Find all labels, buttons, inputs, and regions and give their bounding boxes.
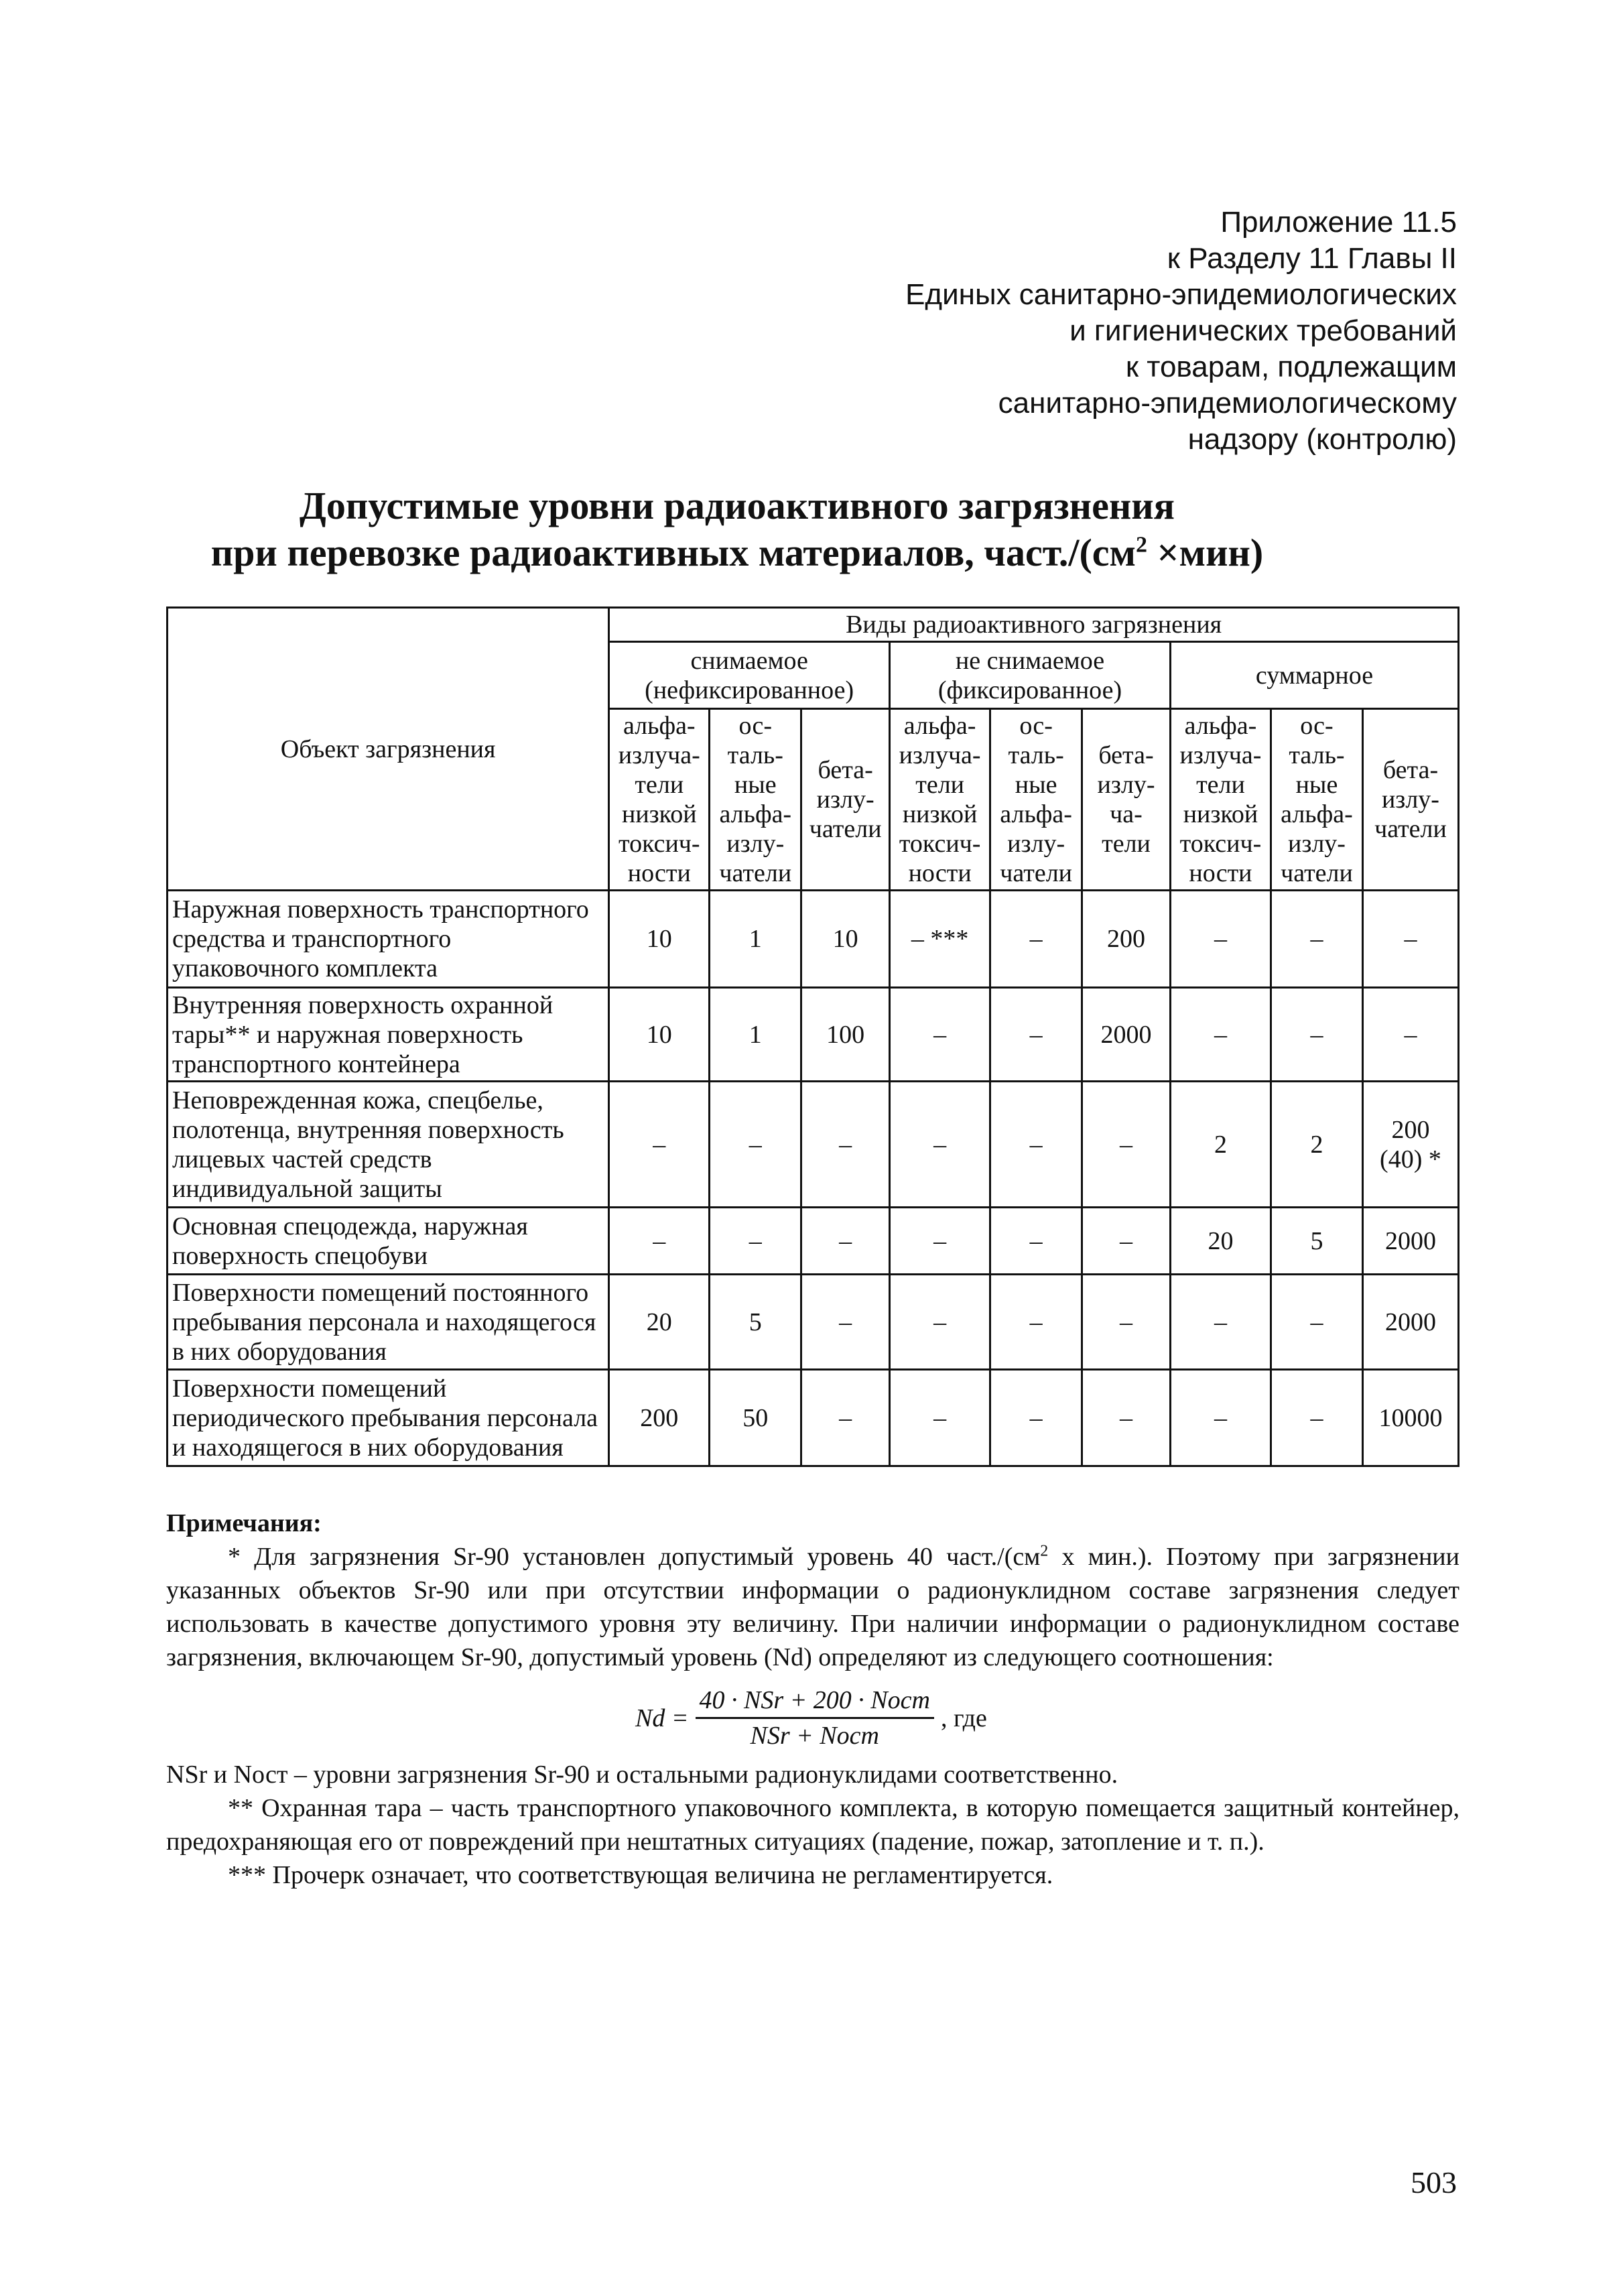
cell-value: – bbox=[710, 1208, 801, 1275]
note-1 bbox=[166, 1540, 1459, 1674]
cell-value: 100 bbox=[801, 988, 890, 1082]
cell-value: – bbox=[609, 1082, 710, 1208]
cell-value: – bbox=[1170, 1370, 1271, 1466]
table-row bbox=[168, 1370, 1459, 1466]
table-row bbox=[168, 1082, 1459, 1208]
cell-value: – bbox=[890, 1208, 990, 1275]
row-object: Основная спецодежда, наружная поверхность спецобуви bbox=[168, 1208, 609, 1275]
formula-numerator: 40 · NSr + 200 · Nост bbox=[696, 1683, 934, 1719]
cell-value: 200 (40) * bbox=[1362, 1082, 1458, 1208]
cell-value: – bbox=[990, 1275, 1082, 1370]
formula-where: , где bbox=[940, 1704, 987, 1732]
header-line: к Разделу 11 Главы II bbox=[1167, 242, 1457, 275]
header-line: Приложение 11.5 bbox=[1220, 206, 1457, 239]
cell-value: – bbox=[801, 1208, 890, 1275]
title-line-1: Допустимые уровни радиоактивного загрязнения bbox=[299, 484, 1175, 527]
cell-value: – bbox=[990, 1082, 1082, 1208]
cell-value: 200 bbox=[1082, 891, 1171, 988]
group-total: суммарное bbox=[1170, 642, 1458, 709]
cell-value: – bbox=[1271, 988, 1363, 1082]
cell-value: – bbox=[1170, 891, 1271, 988]
cell-value: – bbox=[1082, 1208, 1171, 1275]
cell-value: 2000 bbox=[1082, 988, 1171, 1082]
cell-value: 2000 bbox=[1362, 1208, 1458, 1275]
cell-value: – bbox=[801, 1275, 890, 1370]
title-superscript: 2 bbox=[1136, 532, 1148, 558]
table-row bbox=[168, 1275, 1459, 1370]
cell-value: – bbox=[1170, 988, 1271, 1082]
cell-value: – bbox=[710, 1082, 801, 1208]
subcol-header: бета-излу-чатели bbox=[1362, 709, 1458, 891]
note-1-superscript: 2 bbox=[1040, 1542, 1049, 1560]
cell-value: – bbox=[890, 1370, 990, 1466]
group-header: Виды радиоактивного загрязнения bbox=[609, 608, 1459, 642]
title-line-2 bbox=[0, 529, 1474, 576]
cell-value: – bbox=[1271, 1370, 1363, 1466]
row-object: Поверхности помещений постоянного пребывания персонала и находящегося в них оборудования bbox=[168, 1275, 609, 1370]
table-row bbox=[168, 891, 1459, 988]
cell-value: 1 bbox=[710, 891, 801, 988]
row-object: Наружная поверхность транспортного средства и транспортного упаковочного комплекта bbox=[168, 891, 609, 988]
header-line: санитарно-эпидемиологическому bbox=[998, 387, 1457, 420]
cell-value: 20 bbox=[609, 1275, 710, 1370]
header-line: Единых санитарно-эпидемиологических bbox=[905, 278, 1457, 311]
formula bbox=[166, 1683, 1459, 1752]
cell-value: 10 bbox=[609, 988, 710, 1082]
subcol-header: ос-таль-ные альфа-излу-чатели bbox=[710, 709, 801, 891]
notes-section bbox=[166, 1507, 1459, 1892]
note-1-text-a: * Для загрязнения Sr-90 установлен допустимый уровень 40 част./(см bbox=[228, 1543, 1041, 1571]
cell-value: 50 bbox=[710, 1370, 801, 1466]
cell-value: – bbox=[1362, 988, 1458, 1082]
formula-lhs: Nd = bbox=[635, 1704, 689, 1732]
cell-value: – bbox=[801, 1082, 890, 1208]
group-removable: снимаемое (нефиксированное) bbox=[609, 642, 890, 709]
cell-value: 10 bbox=[609, 891, 710, 988]
cell-value: – bbox=[1082, 1082, 1171, 1208]
table-row bbox=[168, 988, 1459, 1082]
row-object: Внутренняя поверхность охранной тары** и наружная поверхность транспортного контейнера bbox=[168, 988, 609, 1082]
cell-value: 5 bbox=[1271, 1208, 1363, 1275]
subcol-header: альфа-излуча-тели низкой токсич-ности bbox=[1170, 709, 1271, 891]
subcol-header: бета-излу-ча-тели bbox=[1082, 709, 1171, 891]
subcol-header: альфа-излуча-тели низкой токсич-ности bbox=[609, 709, 710, 891]
note-1-text-b: х мин.). Поэтому при загрязнении указанных объектов Sr-90 или при отсутствии информации о радионуклидном составе загрязнения следует использовать в качестве допустимого уровня эту величину. При наличии информации о радионуклидном составе загрязнения, включающем Sr-90, допустимый уровень (Nd) определяют из следующего соотношения: bbox=[166, 1543, 1459, 1671]
cell-value: – bbox=[801, 1370, 890, 1466]
group-fixed: не снимаемое (фиксированное) bbox=[890, 642, 1171, 709]
formula-legend: NSr и Nост – уровни загрязнения Sr-90 и остальными радионуклидами соответственно. bbox=[166, 1761, 1118, 1789]
cell-value: – bbox=[890, 1082, 990, 1208]
cell-value: – bbox=[1271, 1275, 1363, 1370]
cell-value: – bbox=[1271, 891, 1363, 988]
notes-title: Примечания: bbox=[166, 1509, 322, 1537]
appendix-header bbox=[905, 204, 1457, 458]
page-number: 503 bbox=[1411, 2165, 1457, 2199]
header-line: и гигиенических требований bbox=[1069, 314, 1457, 347]
subcol-header: ос-таль-ные альфа-излу-чатели bbox=[1271, 709, 1363, 891]
object-header: Объект загрязнения bbox=[168, 608, 609, 891]
title-line-2-end: ×мин) bbox=[1147, 531, 1264, 574]
cell-value: – bbox=[1170, 1275, 1271, 1370]
cell-value: – bbox=[990, 1208, 1082, 1275]
cell-value: – bbox=[990, 891, 1082, 988]
subcol-header: ос-таль-ные альфа-излу-чатели bbox=[990, 709, 1082, 891]
table-row bbox=[168, 1208, 1459, 1275]
cell-value: – bbox=[890, 988, 990, 1082]
header-line: надзору (контролю) bbox=[1187, 423, 1457, 456]
cell-value: – *** bbox=[890, 891, 990, 988]
formula-fraction bbox=[696, 1683, 934, 1752]
header-line: к товарам, подлежащим bbox=[1125, 350, 1457, 383]
cell-value: 10 bbox=[801, 891, 890, 988]
cell-value: 5 bbox=[710, 1275, 801, 1370]
subcol-header: бета-излу-чатели bbox=[801, 709, 890, 891]
note-2: ** Охранная тара – часть транспортного упаковочного комплекта, в которую помещается защитный контейнер, предохраняющая его от повреждений при нештатных ситуациях (падение, пожар, затопление и т. п.). bbox=[166, 1794, 1459, 1856]
cell-value: 2000 bbox=[1362, 1275, 1458, 1370]
cell-value: – bbox=[609, 1208, 710, 1275]
row-object: Поверхности помещений периодического пребывания персонала и находящегося в них оборудования bbox=[168, 1370, 609, 1466]
row-object: Неповрежденная кожа, спецбелье, полотенца, внутренняя поверхность лицевых частей средств индивидуальной защиты bbox=[168, 1082, 609, 1208]
cell-value: – bbox=[1362, 891, 1458, 988]
cell-value: 20 bbox=[1170, 1208, 1271, 1275]
document-title bbox=[0, 483, 1474, 576]
cell-value: 1 bbox=[710, 988, 801, 1082]
cell-value: – bbox=[1082, 1370, 1171, 1466]
cell-value: – bbox=[1082, 1275, 1171, 1370]
note-3: *** Прочерк означает, что соответствующая величина не регламентируется. bbox=[228, 1861, 1053, 1889]
subcol-header: альфа-излуча-тели низкой токсич-ности bbox=[890, 709, 990, 891]
title-line-2-text: при перевозке радиоактивных материалов, част./(см bbox=[210, 531, 1137, 574]
cell-value: – bbox=[990, 1370, 1082, 1466]
cell-value: 2 bbox=[1271, 1082, 1363, 1208]
formula-denominator: NSr + Nост bbox=[750, 1722, 879, 1750]
contamination-table bbox=[166, 607, 1459, 1467]
cell-value: 10000 bbox=[1362, 1370, 1458, 1466]
cell-value: – bbox=[890, 1275, 990, 1370]
cell-value: 2 bbox=[1170, 1082, 1271, 1208]
cell-value: 200 bbox=[609, 1370, 710, 1466]
cell-value: – bbox=[990, 988, 1082, 1082]
